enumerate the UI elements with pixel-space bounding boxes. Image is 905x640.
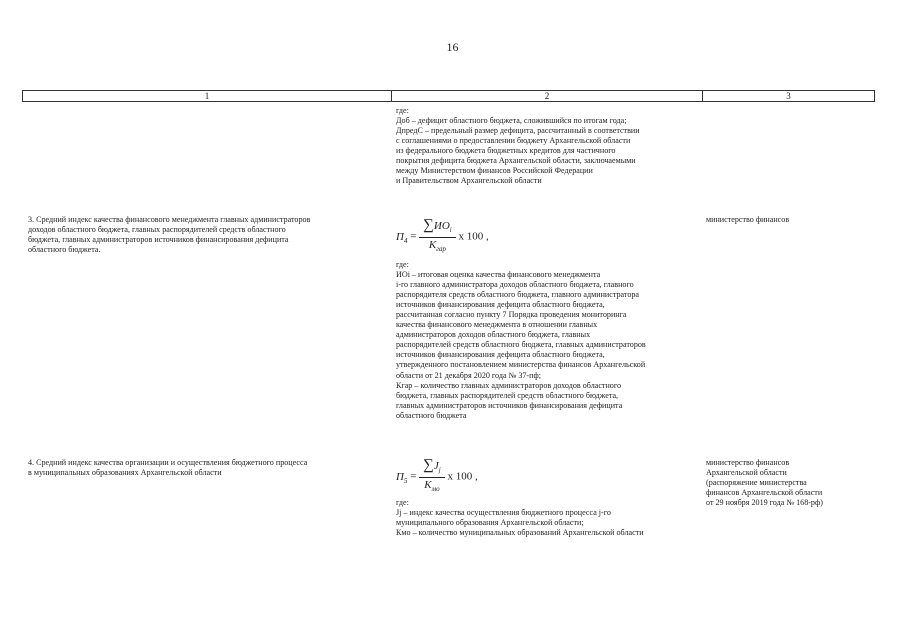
text-line: ИОi – итоговая оценка качества финансового менеджмента — [396, 270, 601, 280]
formula-fraction — [419, 458, 445, 496]
formula-eq: = — [410, 470, 417, 483]
formula-eq: = — [410, 230, 417, 243]
text-line: 4. Средний индекс качества организации и осуществления бюджетного процесса — [28, 458, 308, 467]
text-line: где: — [396, 498, 409, 507]
text-line: главных администраторов источников финансирования дефицита — [396, 400, 623, 410]
formula-multiplier: x 100 , — [447, 470, 478, 483]
text-line: 3. Средний индекс качества финансового менеджмента главных администраторов — [28, 215, 311, 224]
text-line: доходов областного бюджета, главных распорядителей средств областного — [28, 225, 286, 235]
text-line: от 29 ноября 2019 года № 168-рф) — [706, 498, 823, 508]
text-line: областного бюджета — [396, 410, 467, 420]
formula-denominator: $К_{мо}$ — [424, 479, 440, 494]
text-line: распорядителя средств областного бюджета, главного администратора — [396, 290, 640, 300]
text-line: Jj – индекс качества осуществления бюджетного процесса j-го — [396, 508, 611, 518]
row3-source — [706, 215, 866, 225]
text-line: и Правительством Архангельской области — [396, 176, 542, 186]
text-line: из федерального бюджета бюджетных кредитов для частичного — [396, 146, 616, 156]
row3-indicator — [28, 215, 378, 255]
text-line: где: — [396, 106, 409, 115]
header-col-1: 1 — [23, 91, 392, 101]
text-line: рассчитанная согласно пункту 7 Порядка проведения мониторинга — [396, 310, 627, 320]
text-line: области от 21 декабря 2020 года № 37-пф; — [396, 370, 541, 380]
formula-multiplier: x 100 , — [458, 230, 489, 243]
text-line: ДпредС – предельный размер дефицита, рассчитанный в соответствии — [396, 126, 640, 136]
row4-source — [706, 458, 866, 508]
formula-fraction — [419, 218, 456, 256]
text-line: Кгар – количество главных администраторов доходов областного — [396, 380, 622, 390]
text-line: финансов Архангельской области — [706, 488, 823, 498]
formula-numerator: $\sum J_j$ — [419, 458, 445, 478]
row3-formula — [396, 218, 489, 256]
text-line: с соглашениями о предоставлении бюджету Архангельской области — [396, 136, 631, 146]
text-line: i-го главного администратора доходов областного бюджета, главного — [396, 280, 634, 290]
text-line: министерство финансов — [706, 215, 790, 224]
text-line: между Министерством финансов Российской Федерации — [396, 166, 593, 176]
continuation-text — [396, 106, 706, 186]
formula-denominator: $К_{гар}$ — [428, 239, 446, 254]
text-line: (распоряжение министерства — [706, 478, 807, 488]
text-line: бюджета, главных администраторов источников финансирования дефицита — [28, 235, 289, 245]
text-line: областного бюджета. — [28, 245, 101, 255]
text-line: источников финансирования дефицита областного бюджета, — [396, 300, 605, 310]
header-col-2: 2 — [392, 91, 703, 101]
row3-explanation — [396, 260, 706, 421]
table-header — [22, 90, 875, 102]
text-line: муниципального образования Архангельской области; — [396, 518, 584, 528]
page-number: 16 — [446, 40, 459, 54]
text-line: бюджета, главных распорядителей средств областного бюджета, — [396, 390, 619, 400]
row4-formula — [396, 458, 478, 496]
formula-numerator: $\sum ИО_i$ — [419, 218, 456, 238]
text-line: Доб – дефицит областного бюджета, сложившийся по итогам года; — [396, 116, 627, 126]
text-line: утвержденного постановлением министерства финансов Архангельской — [396, 360, 646, 370]
row4-indicator — [28, 458, 378, 478]
header-col-3: 3 — [786, 91, 791, 101]
text-line: где: — [396, 260, 409, 269]
text-line: покрытия дефицита бюджета Архангельской области, заключаемыми — [396, 156, 636, 166]
text-line: качества финансового менеджмента в отношении главных — [396, 320, 598, 330]
text-line: распорядителей средств областного бюджета, главных администраторов — [396, 340, 646, 350]
text-line: в муниципальных образованиях Архангельской области — [28, 468, 222, 478]
text-line: Архангельской области — [706, 468, 787, 478]
formula-lhs: $П_4$ — [396, 230, 408, 245]
text-line: администраторов доходов областного бюджета, главных — [396, 330, 591, 340]
text-line: министерство финансов — [706, 458, 790, 467]
row4-explanation — [396, 498, 706, 538]
formula-lhs: $П_5$ — [396, 470, 408, 485]
text-line: источников финансирования дефицита областного бюджета, — [396, 350, 605, 360]
text-line: Кмо – количество муниципальных образований Архангельской области — [396, 528, 644, 538]
